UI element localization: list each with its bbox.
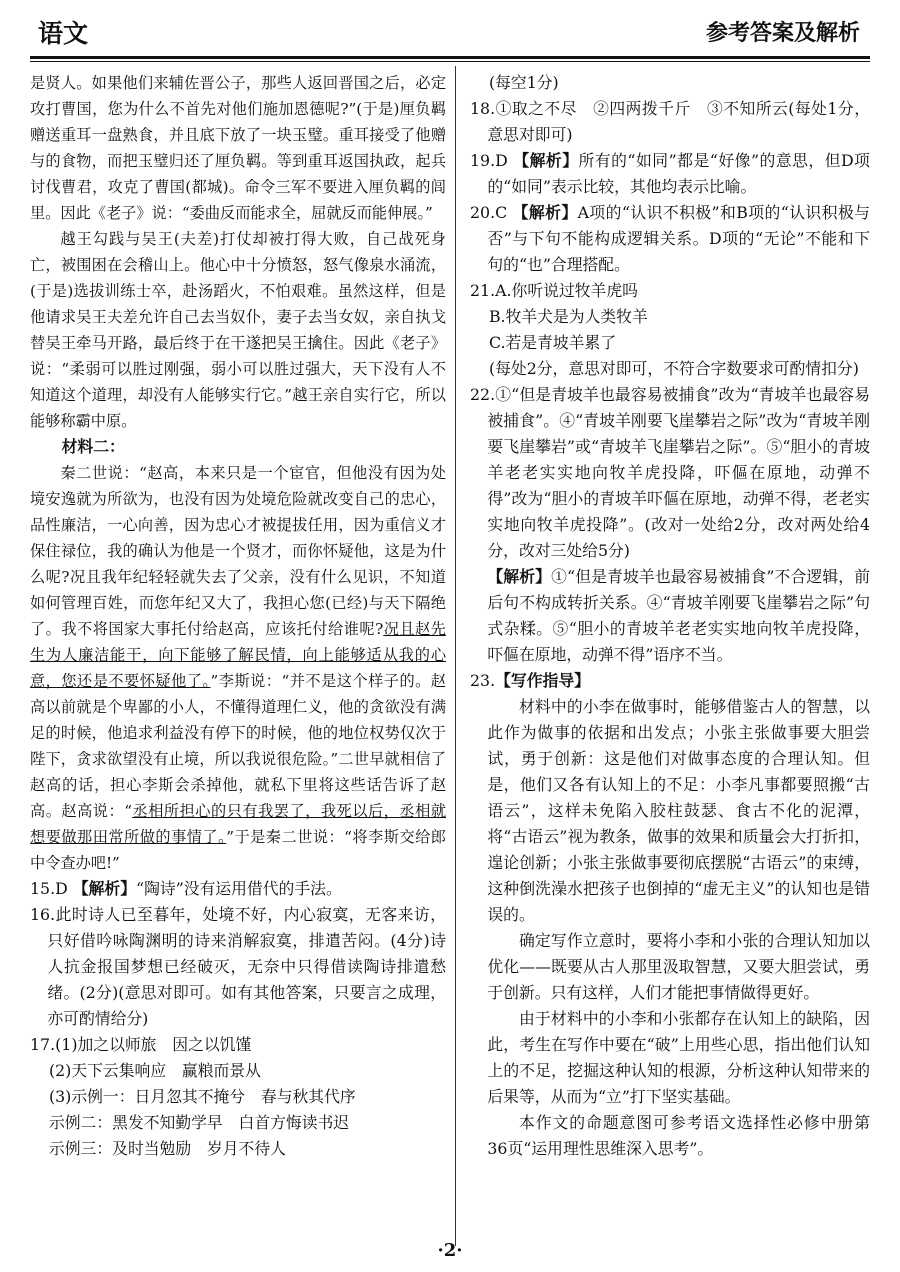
answer-18: 18.①取之不尽 ②四两拨千斤 ③不知所云(每处1分，意思对即可) [470, 99, 870, 144]
material-two-label: 材料二： [61, 437, 125, 456]
answer-21-b: B.牧羊犬是为人类牧羊 [488, 307, 648, 326]
writing-guide-paragraph-4: 本作文的命题意图可参考语文选择性必修中册第36页“运用理性思维深入思考”。 [487, 1113, 870, 1158]
answer-21-note: (每处2分，意思对即可，不符合字数要求可酌情扣分) [488, 359, 859, 378]
analysis-tag: 【解析】 [513, 151, 579, 170]
writing-guide-tag: 【写作指导】 [495, 671, 590, 690]
translation-paragraph-2: 越王勾践与吴王(夫差)打仗却被打得大败，自己战死身亡，被围困在会稽山上。他心中十分愤怒，怒气像泉水涌流，(于是)选拔训练士卒，赴汤蹈火，不怕艰难。虽然这样，但是他请求吴王夫差允许自己去当奴仆，妻子去当女奴，亲自执戈替吴王牵马开路，最后终于在干遂把吴王擒住。因此《老子》说：“柔弱可以胜过刚强，弱小可以胜过强大，天下没有人不知道这个道理，却没有人能够实行它。”越王亲自实行它，所以能够称霸中原。 [30, 230, 446, 430]
writing-guide-paragraph-3: 由于材料中的小李和小张都存在认知上的缺陷，因此，考生在写作中要在“破”上用些心思，指出他们认知上的不足，挖掘这种认知的根源，分析这种认知带来的后果等，从而为“立”打下坚实基础。 [487, 1009, 870, 1106]
translation-paragraph-1: 是贤人。如果他们来辅佐晋公子，那些人返回晋国之后，必定攻打曹国，您为什么不首先对他们施加恩德呢?”(于是)厘负羁赠送重耳一盘熟食，并且底下放了一块玉璧。重耳接受了他赠与的食物，而把玉璧归还了厘负羁。等到重耳返国执政，起兵讨伐曹君，攻克了曹国(都城)。命令三军不要进入厘负羁的闾里。因此《老子》说：“委曲反而能求全，屈就反而能伸展。” [30, 74, 446, 222]
answer-21-a: 21.A.你听说过牧羊虎吗 [470, 281, 638, 300]
answer-17-note: (每空1分) [488, 73, 559, 92]
right-column [470, 70, 870, 1162]
page-header [30, 10, 870, 54]
answer-17-example-2: 示例二：黑发不知勤学早 白首方悔读书迟 [48, 1113, 350, 1132]
answer-20: 20.C 【解析】A项的“认识不积极”和B项的“认识积极与否”与下句不能构成逻辑关系。D项的“无论”不能和下句的“也”合理搭配。 [470, 203, 870, 274]
page-number: ·2· [437, 1240, 463, 1261]
column-divider [455, 66, 456, 1246]
answer-17-example-3: 示例三：及时当勉励 岁月不待人 [48, 1139, 286, 1158]
answer-22-analysis: 【解析】①“但是青坡羊也最容易被捕食”不合逻辑，前后句不构成转折关系。④“青坡羊刚要飞崖攀岩之际”句式杂糅。⑤“胆小的青坡羊老老实实地向牧羊虎投降，吓傴在原地，动弹不得”语序不当。 [487, 567, 870, 664]
analysis-tag: 【解析】 [487, 567, 552, 586]
answer-22: 22.①“但是青坡羊也最容易被捕食”改为“青坡羊也最容易被捕食”。④“青坡羊刚要飞崖攀岩之际”改为“青坡羊刚要飞崖攀岩”或“青坡羊飞崖攀岩之际”。⑤“胆小的青坡羊老老实实地向牧羊虎投降，吓傴在原地，动弹不得”改为“胆小的青坡羊吓傴在原地，动弹不得，老老实实地向牧羊虎投降”。(改对一处给2分，改对两处给4分，改对三处给5分) [470, 385, 870, 560]
answer-15: 15.D 【解析】“陶诗”没有运用借代的手法。 [30, 879, 342, 898]
underlined-sentence-1: 况且赵先生为人廉洁能干，向下能够了解民情，向上能够适从我的心意，您还是不要怀疑他了。 [30, 620, 446, 690]
answer-23-heading: 23.【写作指导】 [470, 671, 590, 690]
header-rule-thick [30, 56, 870, 59]
header-rule-thin [30, 61, 870, 62]
answer-19: 19.D 【解析】所有的“如同”都是“好像”的意思，但D项的“如同”表示比较，其他均表示比喻。 [470, 151, 870, 196]
analysis-tag: 【解析】 [72, 879, 137, 898]
writing-guide-paragraph-2: 确定写作立意时，要将小李和小张的合理认知加以优化——既要从古人那里汲取智慧，又要大胆尝试，勇于创新。只有这样，人们才能把事情做得更好。 [487, 931, 870, 1002]
answer-21-c: C.若是青坡羊累了 [488, 333, 617, 352]
analysis-tag: 【解析】 [512, 203, 578, 222]
answer-17-2: (2)天下云集响应 赢粮而景从 [48, 1061, 261, 1080]
translation-paragraph-3: 秦二世说：“赵高，本来只是一个宦官，但他没有因为处境安逸就为所欲为，也没有因为处境危险就改变自己的忠心，品性廉洁，一心向善，因为忠心才被提拔任用，因为重信义才保住禄位，我的确认为他是一个贤才，而你怀疑他，这是为什么呢?况且我年纪轻轻就失去了父亲，没有什么见识，不知道如何管理百姓，而您年纪又大了，我担心您(已经)与天下隔绝了。我不将国家大事托付给赵高，应该托付给谁呢?况且赵先生为人廉洁能干，向下能够了解民情，向上能够适从我的心意，您还是不要怀疑他了。”李斯说：“并不是这个样子的。赵高以前就是个卑鄙的小人，不懂得道理仁义，他的贪欲没有满足的时候，他追求利益没有停下的时候，他的地位权势仅次于陛下，贪求欲望没有止境，所以我说很危险。”二世早就相信了赵高的话，担心李斯会杀掉他，就私下里将这些话告诉了赵高。赵高说：“丞相所担心的只有我罢了，我死以后，丞相就想要做那田常所做的事情了。”于是秦二世说：“将李斯交给郎中令查办吧!” [30, 464, 447, 872]
answer-17-3: (3)示例一：日月忽其不掩兮 春与秋其代序 [48, 1087, 356, 1106]
writing-guide-paragraph-1: 材料中的小李在做事时，能够借鉴古人的智慧，以此作为做事的依据和出发点；小张主张做事要大胆尝试，勇于创新：这是他们对做事态度的合理认知。但是，他们又各有认知上的不足：小李凡事都要照搬“古语云”，这样未免陷入胶柱鼓瑟、食古不化的泥潭，将“古语云”视为教条，做事的效果和质量会大打折扣，遑论创新；小张主张做事要彻底摆脱“古语云”的束缚，这种倒洗澡水把孩子也倒掉的“虚无主义”的认知也是错误的。 [487, 697, 870, 924]
underlined-sentence-2: 丞相所担心的只有我罢了，我死以后，丞相就想要做那田常所做的事情了。 [30, 802, 447, 846]
header-title: 参考答案及解析 [705, 21, 860, 46]
left-column [30, 70, 446, 1162]
answer-17-1: 17.(1)加之以师旅 因之以饥馑 [30, 1035, 252, 1054]
subject-label: 语文 [38, 19, 89, 48]
answer-16: 16.此时诗人已至暮年，处境不好，内心寂寞，无客来访，只好借吟咏陶渊明的诗来消解寂寞，排遣苦闷。(4分)诗人抗金报国梦想已经破灭，无奈中只得借读陶诗排遣愁绪。(2分)(意思对即可。如有其他答案，只要言之成理，亦可酌情给分) [30, 905, 446, 1028]
